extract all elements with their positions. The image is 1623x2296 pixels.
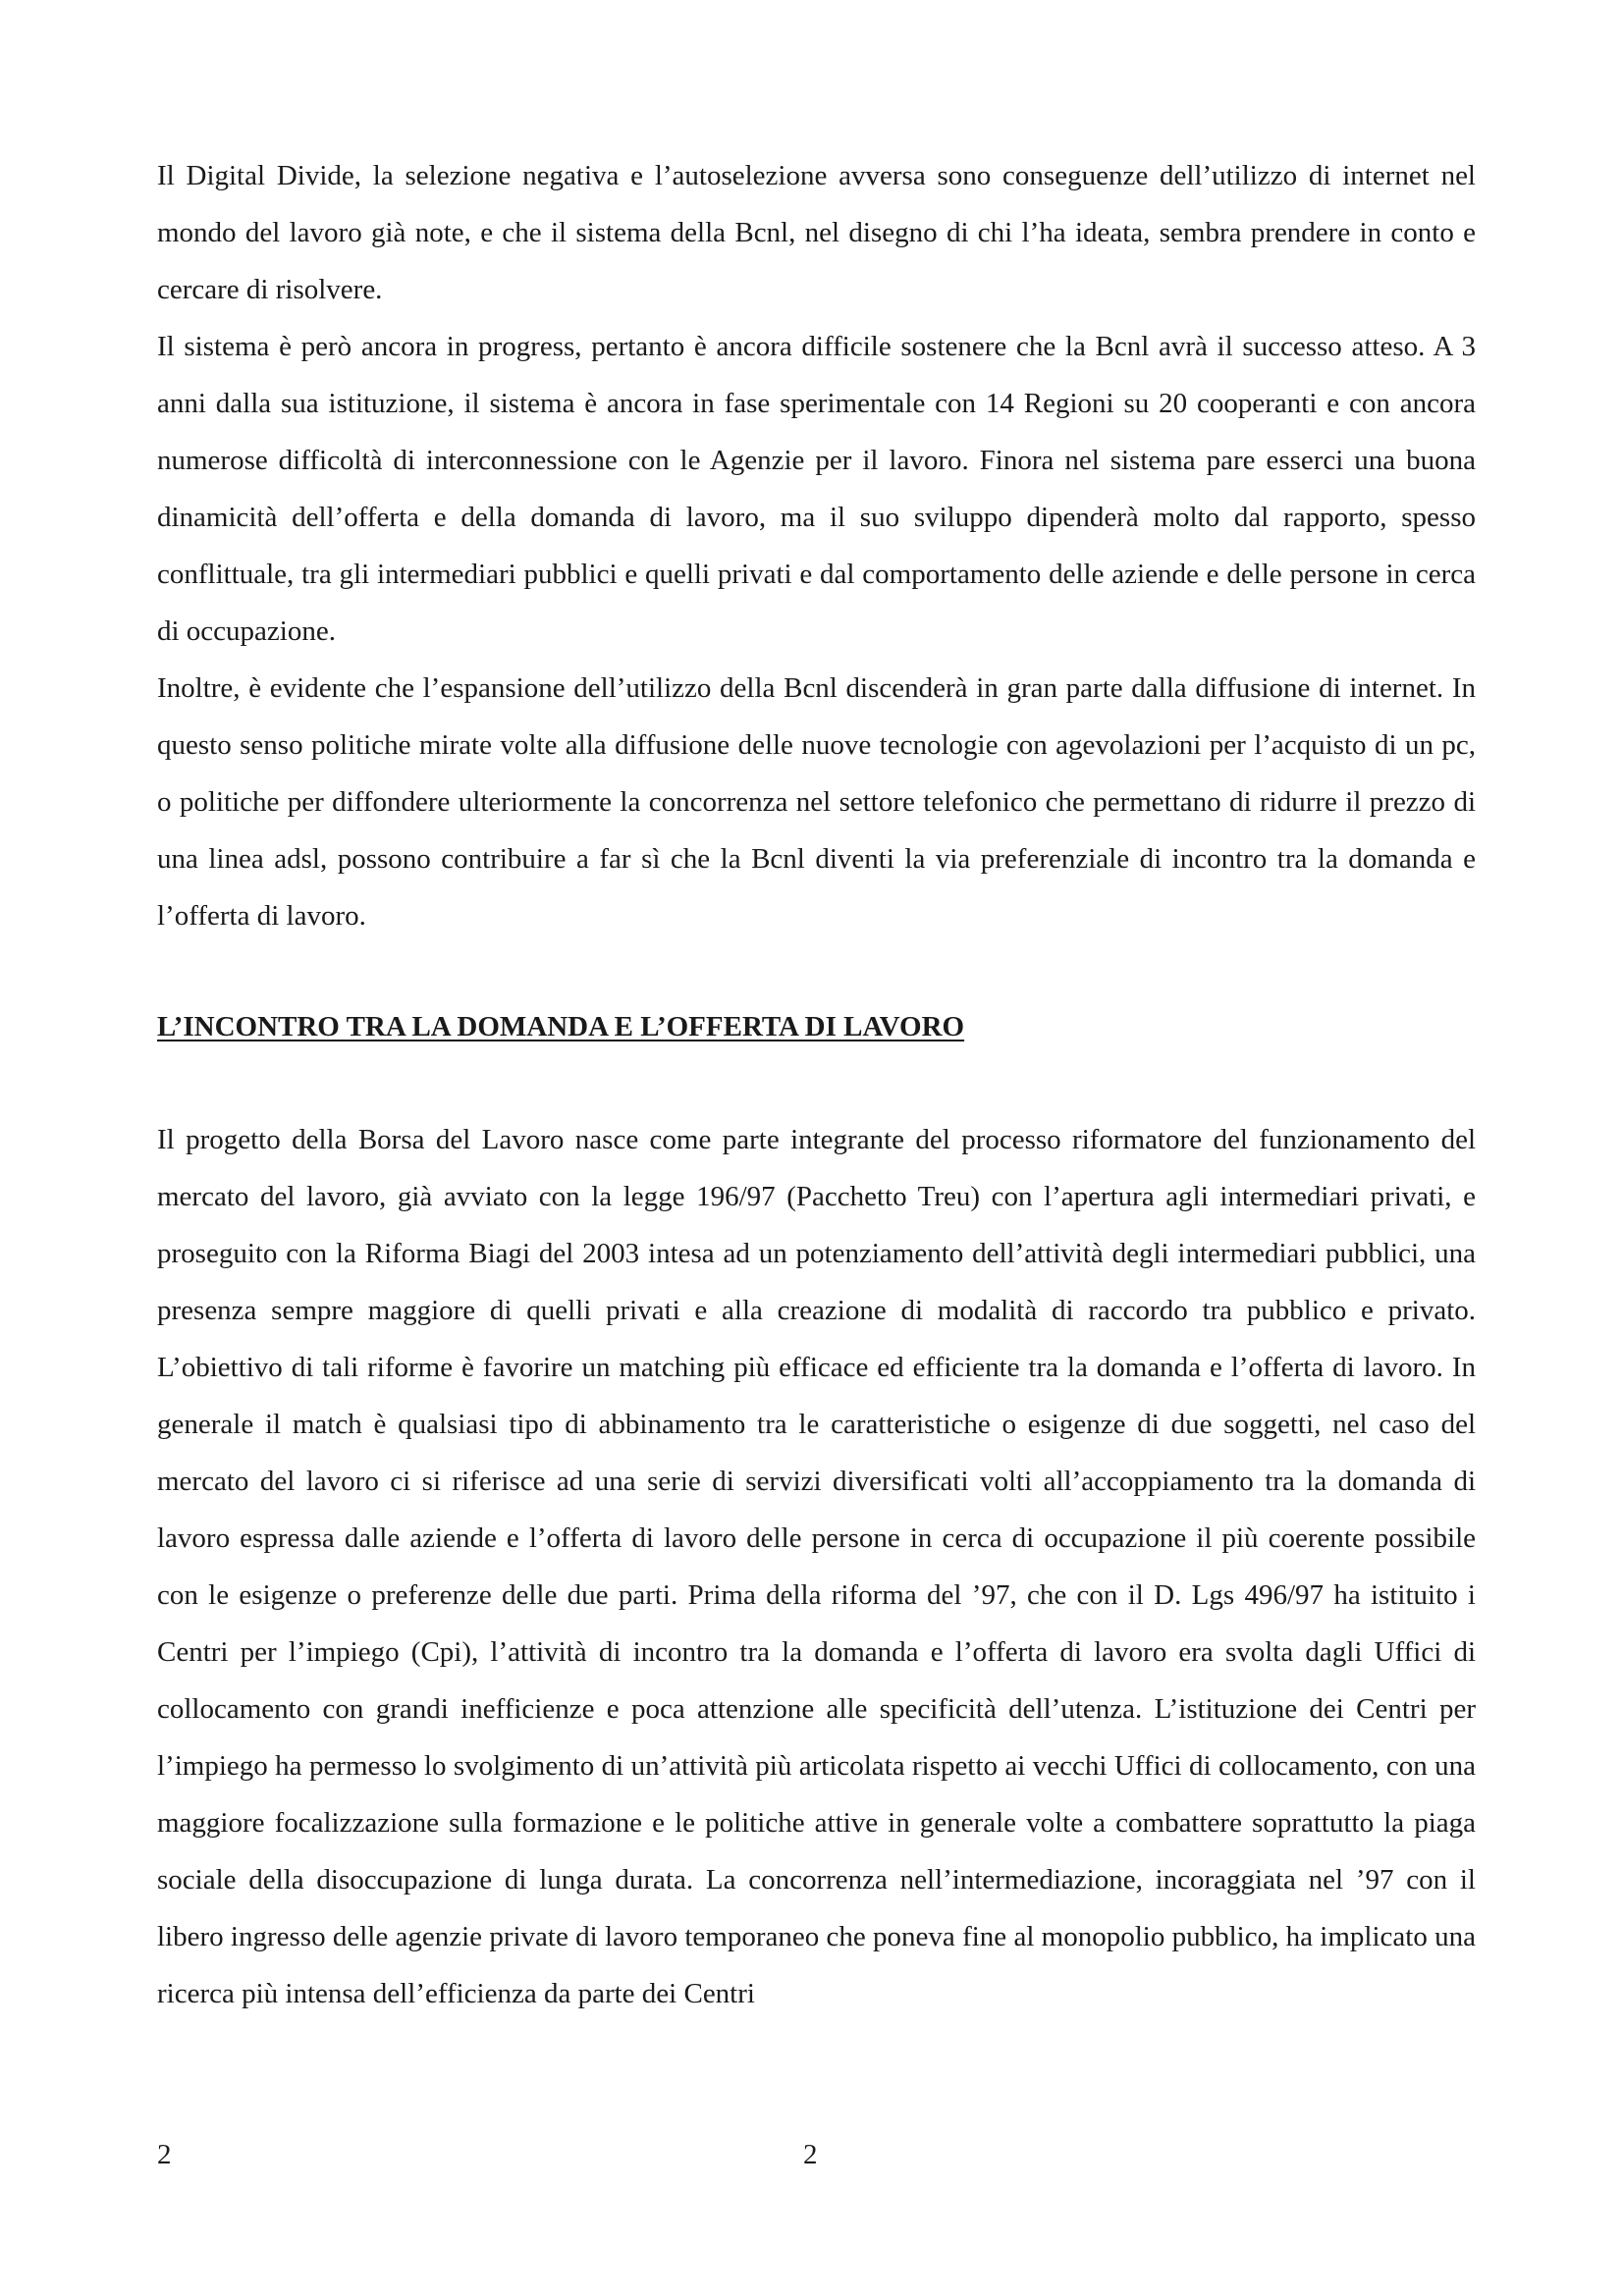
footer-page-number-left: 2	[157, 2139, 172, 2170]
paragraph-borsa-del-lavoro: Il progetto della Borsa del Lavoro nasce come parte integrante del processo riformatore del funzionamento del mercato del lavoro, già avviato con la legge 196/97 (Pacchetto Treu) con l’apertura agli intermediari privati, e proseguito con la Riforma Biagi del 2003 intesa ad un potenziamento dell’attività degli intermediari pubblici, una presenza sempre maggiore di quelli privati e alla creazione di modalità di raccordo tra pubblico e privato. L’obiettivo di tali riforme è favorire un matching più efficace ed efficiente tra la domanda e l’offerta di lavoro. In generale il match è qualsiasi tipo di abbinamento tra le caratteristiche o esigenze di due soggetti, nel caso del mercato del lavoro ci si riferisce ad una serie di servizi diversificati volti all’accoppiamento tra la domanda di lavoro espressa dalle aziende e l’offerta di lavoro delle persone in cerca di occupazione il più coerente possibile con le esigenze o preferenze delle due parti. Prima della riforma del ’97, che con il D. Lgs 496/97 ha istituito i Centri per l’impiego (Cpi), l’attività di incontro tra la domanda e l’offerta di lavoro era svolta dagli Uffici di collocamento con grandi inefficienze e poca attenzione alle specificità dell’utenza. L’istituzione dei Centri per l’impiego ha permesso lo svolgimento di un’attività più articolata rispetto ai vecchi Uffici di collocamento, con una maggiore focalizzazione sulla formazione e le politiche attive in generale volte a combattere soprattutto la piaga sociale della disoccupazione di lunga durata. La concorrenza nell’intermediazione, incoraggiata nel ’97 con il libero ingresso delle agenzie private di lavoro temporaneo che poneva fine al monopolio pubblico, ha implicato una ricerca più intensa dell’efficienza da parte dei Centri	[157, 1124, 1476, 2009]
section-heading: L’INCONTRO TRA LA DOMANDA E L’OFFERTA DI LAVORO	[157, 1011, 965, 1042]
paragraph-sistema-in-progress: Il sistema è però ancora in progress, pertanto è ancora difficile sostenere che la Bcnl avrà il successo atteso. A 3 anni dalla sua istituzione, il sistema è ancora in fase sperimentale con 14 Regioni su 20 cooperanti e con ancora numerose difficoltà di interconnessione con le Agenzie per il lavoro. Finora nel sistema pare esserci una buona dinamicità dell’offerta e della domanda di lavoro, ma il suo sviluppo dipenderà molto dal rapporto, spesso conflittuale, tra gli intermediari pubblici e quelli privati e dal comportamento delle aziende e delle persone in cerca di occupazione.	[157, 331, 1476, 647]
paragraph-espansione-internet: Inoltre, è evidente che l’espansione dell’utilizzo della Bcnl discenderà in gran parte dalla diffusione di internet. In questo senso politiche mirate volte alla diffusione delle nuove tecnologie con agevolazioni per l’acquisto di un pc, o politiche per diffondere ulteriormente la concorrenza nel settore telefonico che permettano di ridurre il prezzo di una linea adsl, possono contribuire a far sì che la Bcnl diventi la via preferenziale di incontro tra la domanda e l’offerta di lavoro.	[157, 672, 1476, 932]
paragraph-digital-divide: Il Digital Divide, la selezione negativa e l’autoselezione avversa sono conseguenze dell’utilizzo di internet nel mondo del lavoro già note, e che il sistema della Bcnl, nel disegno di chi l’ha ideata, sembra prendere in conto e cercare di risolvere.	[157, 160, 1476, 305]
section-body-text	[157, 1111, 1476, 2022]
intro-text	[157, 147, 1476, 944]
footer-page-number-center: 2	[803, 2139, 818, 2170]
